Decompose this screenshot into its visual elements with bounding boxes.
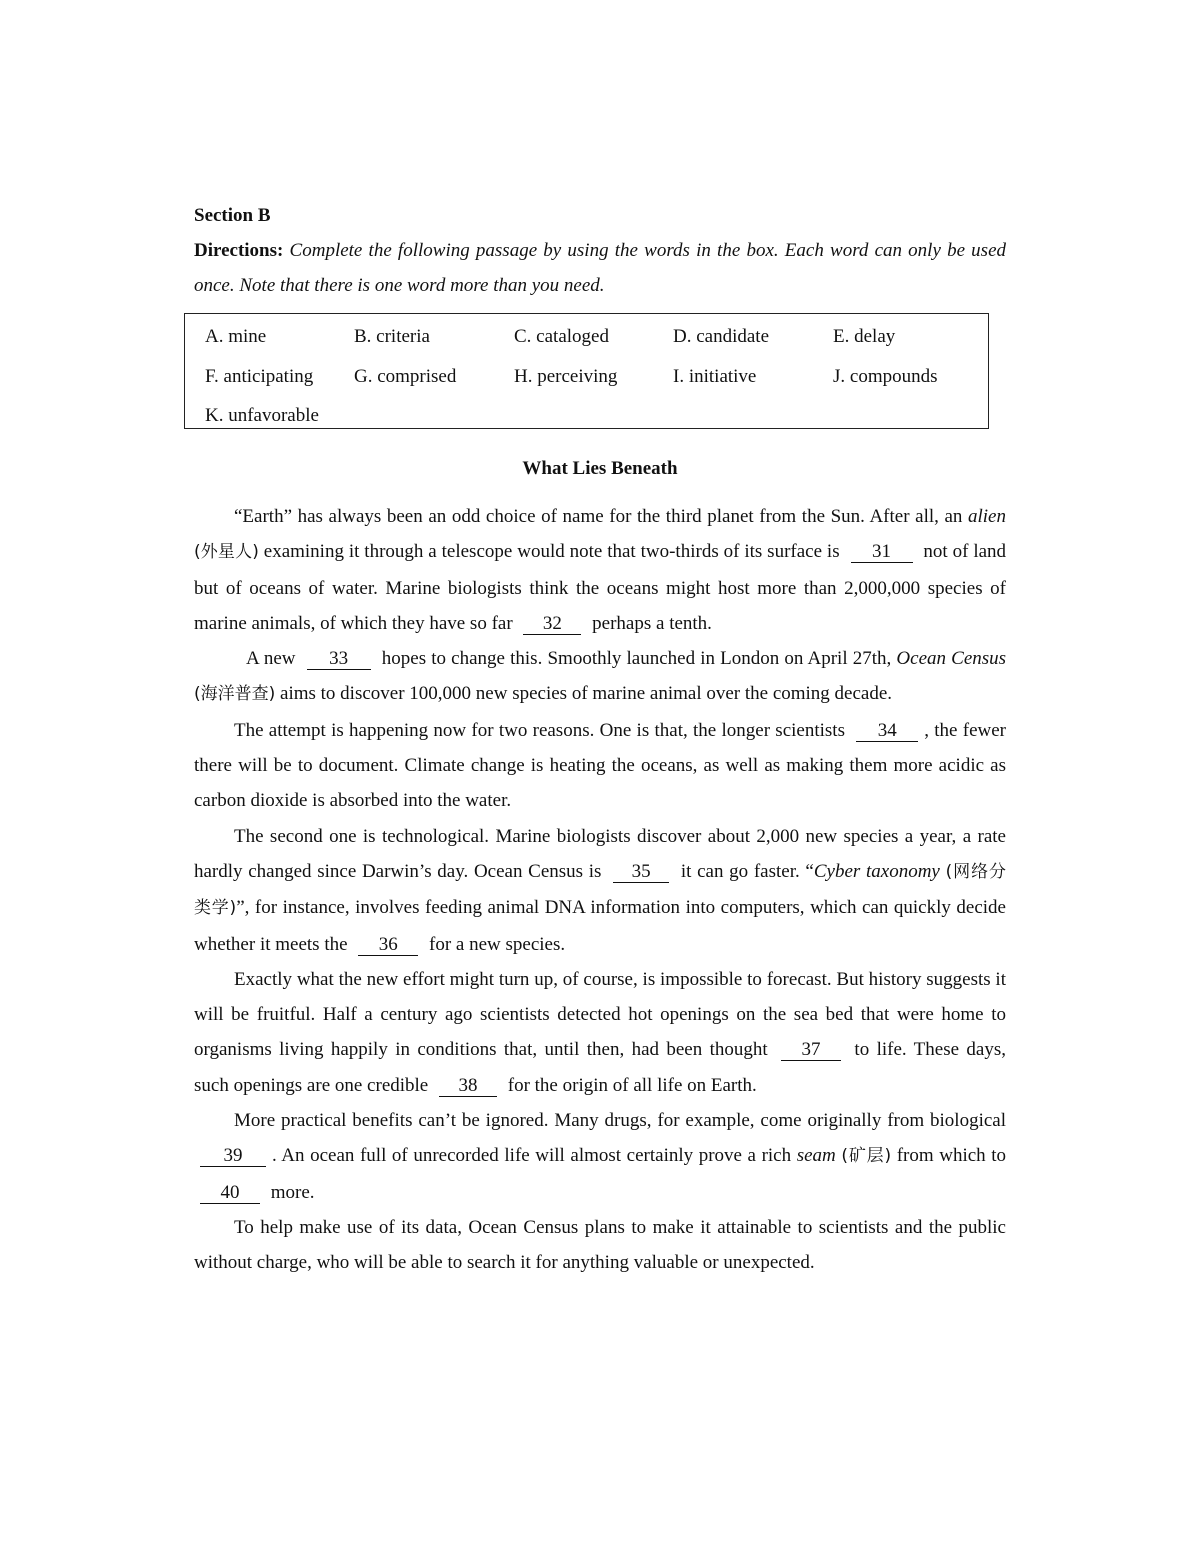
blank-32[interactable]: 32 (523, 614, 581, 635)
paragraph-2 (194, 641, 1006, 713)
text-run: . An ocean full of unrecorded life will almost certainly prove a rich (272, 1145, 797, 1167)
italic-word: Ocean Census (896, 648, 1007, 670)
text-run: for a new species. (429, 933, 566, 955)
word-option-j: J. compounds (833, 366, 938, 387)
word-option-c: C. cataloged (514, 326, 609, 347)
chinese-gloss: (矿层) (841, 1146, 892, 1167)
italic-word: seam (796, 1145, 836, 1167)
blank-33[interactable]: 33 (307, 649, 371, 670)
paragraph-5 (194, 962, 1006, 1103)
word-option-e: E. delay (833, 326, 896, 347)
section-title: Section B (194, 205, 271, 226)
text-run: , the fewer there will be to document. Climate change is heating the oceans, as well as making them more acidic as carbon dioxide is absorbed into the water. (194, 719, 1006, 812)
directions (194, 233, 1006, 303)
text-run: “Earth” has always been an odd choice of name for the third planet from the Sun. After all, an (234, 506, 968, 527)
paragraph-3 (194, 713, 1006, 819)
text-run: not of land but of oceans of water. Marine biologists think the oceans might host more than 2,000,000 species of marine animals, of which they have so far (194, 541, 1007, 634)
word-option-b: B. criteria (354, 326, 430, 347)
passage-title: What Lies Beneath (522, 458, 678, 479)
word-option-g: G. comprised (354, 366, 457, 387)
word-option-f: F. anticipating (205, 366, 314, 387)
word-option-h: H. perceiving (514, 366, 618, 387)
text-run: The attempt is happening now for two reasons. One is that, the longer scientists (234, 719, 845, 741)
word-option-i: I. initiative (673, 366, 757, 387)
text-run: ”, for instance, involves feeding animal DNA information into computers, which can quickly decide whether it meets the (194, 897, 1006, 955)
blank-39[interactable]: 39 (200, 1146, 266, 1167)
text-run: Exactly what the new effort might turn up, of course, is impossible to forecast. But history suggests it will be fruitful. Half a century ago scientists detected hot openings on the sea bed that were home to organisms living happily in conditions that, until then, had been thought (194, 968, 1006, 1061)
text-run: from which to (891, 1145, 1007, 1167)
text-run: for the origin of all life on Earth. (507, 1074, 757, 1096)
word-box (184, 313, 989, 429)
blank-35[interactable]: 35 (613, 862, 669, 883)
text-run: hopes to change this. Smoothly launched in London on April 27th, (381, 648, 897, 670)
blank-40[interactable]: 40 (200, 1183, 260, 1204)
worksheet-page (194, 198, 1007, 1274)
blank-36[interactable]: 36 (358, 935, 418, 956)
text-run: A new (246, 648, 296, 670)
directions-text: Complete the following passage by using the words in the box. Each word can only be used once. Note that there is one word more than you need. (194, 240, 1007, 296)
chinese-gloss: (外星人) (194, 542, 259, 563)
paragraph-4 (194, 819, 1006, 962)
word-option-a: A. mine (205, 326, 267, 347)
text-run: examining it through a telescope would note that two-thirds of its surface is (258, 541, 840, 563)
text-run: perhaps a tenth. (592, 612, 712, 634)
text-run: it can go faster. “ (680, 860, 814, 882)
directions-label: Directions: (194, 240, 284, 261)
blank-38[interactable]: 38 (439, 1076, 497, 1097)
chinese-gloss: (网络分类学) (194, 861, 1007, 919)
text-run: More practical benefits can’t be ignored. Many drugs, for example, come originally from biological (234, 1110, 1006, 1132)
blank-31[interactable]: 31 (851, 542, 913, 563)
word-option-k: K. unfavorable (205, 405, 319, 426)
passage (194, 499, 1006, 1281)
text-run: more. (270, 1181, 315, 1203)
chinese-gloss: (海洋普查) (194, 684, 276, 705)
italic-word: Cyber taxonomy (813, 860, 940, 882)
blank-34[interactable]: 34 (856, 721, 918, 742)
text-run: to life. These days, such openings are one credible (194, 1039, 1006, 1096)
paragraph-1 (194, 499, 1006, 641)
text-run: The second one is technological. Marine biologists discover about 2,000 new species a year, a rate hardly changed since Darwin’s day. Ocean Census is (194, 825, 1006, 882)
text-run: aims to discover 100,000 new species of marine animal over the coming decade. (275, 683, 893, 705)
paragraph-6 (194, 1103, 1006, 1210)
paragraph-7 (194, 1210, 1006, 1281)
word-option-d: D. candidate (673, 326, 770, 347)
text-run: To help make use of its data, Ocean Census plans to make it attainable to scientists and the public without charge, who will be able to search it for anything valuable or unexpected. (194, 1216, 1006, 1274)
italic-word: alien (968, 506, 1006, 527)
blank-37[interactable]: 37 (781, 1040, 841, 1061)
